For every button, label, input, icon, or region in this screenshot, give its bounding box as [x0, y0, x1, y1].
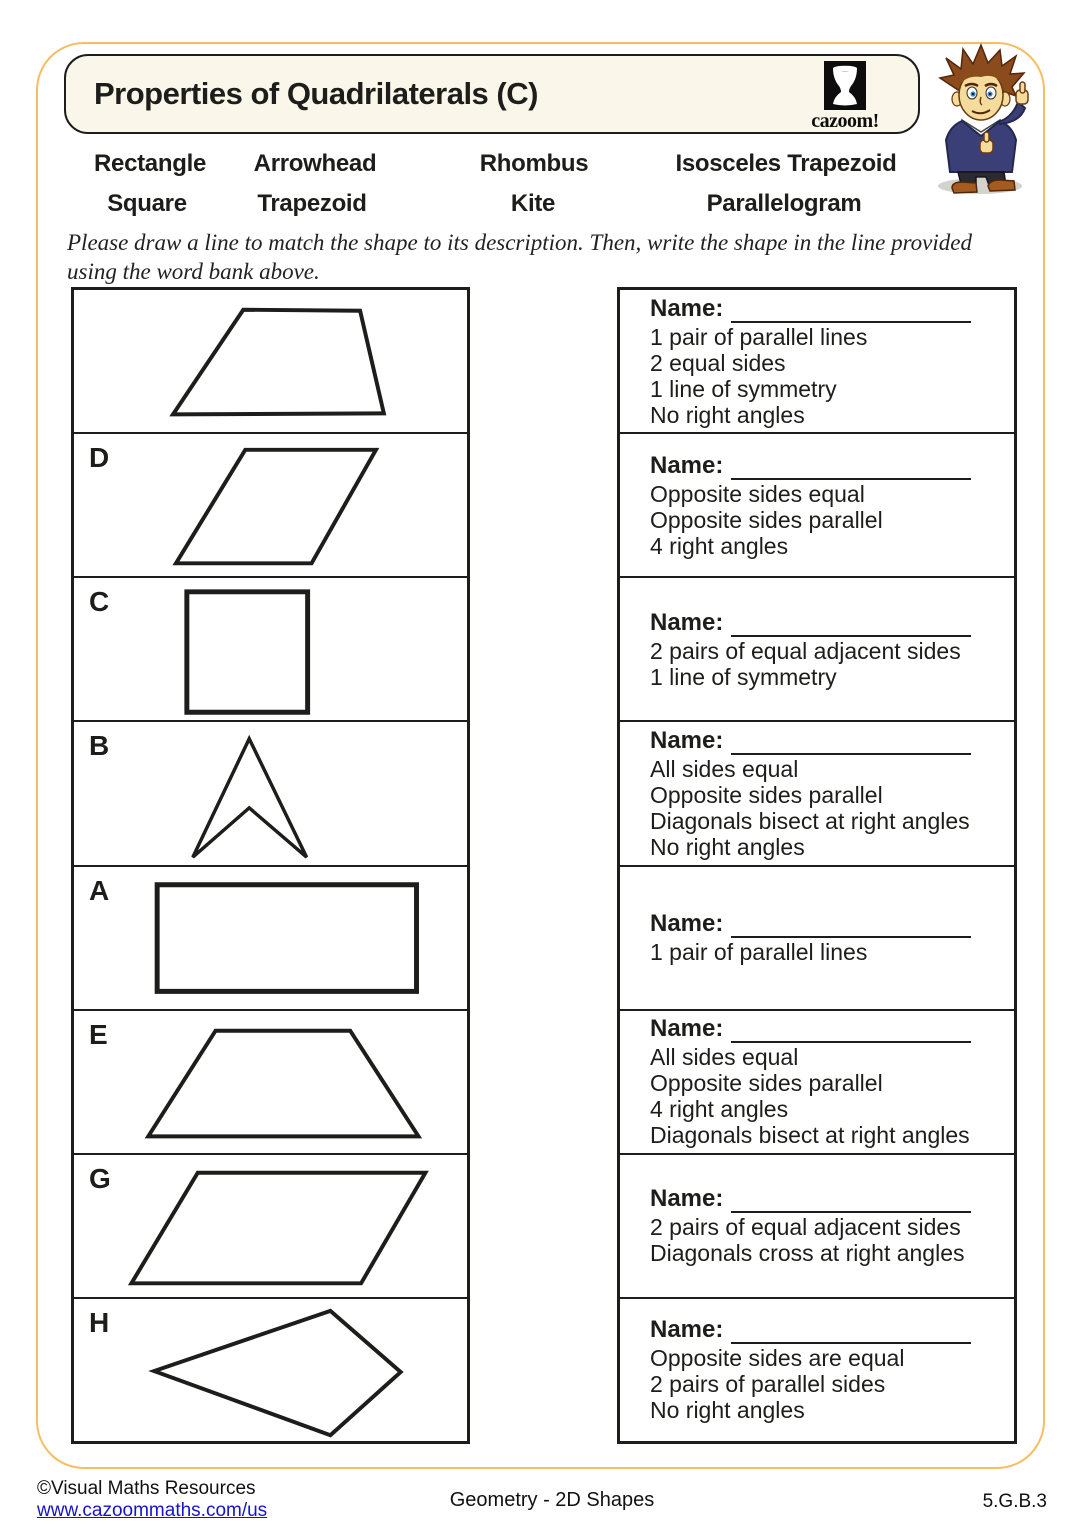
word-bank-square: Square	[107, 190, 187, 217]
property-line: All sides equal	[650, 1044, 799, 1071]
footer-website-link[interactable]: www.cazoommaths.com/us	[37, 1500, 268, 1521]
description-cell	[620, 290, 1014, 432]
property-line: No right angles	[650, 833, 805, 860]
shape-letter: C	[89, 586, 110, 618]
name-field	[650, 1185, 1006, 1213]
property-line: 1 line of symmetry	[650, 375, 837, 402]
property-line: Opposite sides parallel	[650, 506, 883, 533]
cazoom-logo-text: cazoom!	[811, 110, 879, 132]
shape-cell-isosceles-trapezoid	[74, 1009, 467, 1153]
property-line: Diagonals bisect at right angles	[650, 1122, 970, 1149]
word-bank-kite: Kite	[510, 190, 556, 217]
name-label: Name:	[650, 294, 724, 322]
shape-cell-parallelogram-wide	[74, 1153, 467, 1297]
name-blank-line	[731, 912, 971, 938]
shape-letter: E	[89, 1018, 108, 1050]
property-line: 1 line of symmetry	[650, 663, 837, 690]
name-blank-line	[731, 1017, 971, 1043]
property-line: Opposite sides are equal	[650, 1345, 905, 1372]
property-line: Opposite sides parallel	[650, 781, 883, 808]
shape-letter: D	[89, 442, 110, 474]
word-bank-parallelogram: Parallelogram	[706, 190, 862, 217]
descriptions-table	[617, 287, 1017, 1444]
word-bank-rectangle: Rectangle	[93, 150, 207, 177]
property-line: Opposite sides parallel	[650, 1070, 883, 1097]
name-blank-line	[731, 611, 971, 637]
word-bank-arrowhead: Arrowhead	[253, 150, 377, 177]
footer-copyright: ©Visual Maths Resources	[37, 1478, 256, 1499]
property-line: 4 right angles	[650, 1096, 789, 1123]
description-cell	[620, 432, 1014, 576]
mascot-character	[926, 42, 1042, 196]
property-line: 2 pairs of equal adjacent sides	[650, 1214, 961, 1241]
name-label: Name:	[650, 910, 724, 938]
property-line: 2 equal sides	[650, 349, 786, 376]
description-cell	[620, 865, 1014, 1009]
name-field	[650, 910, 1006, 938]
shape-cell-kite	[74, 1297, 467, 1441]
shape-letter: G	[89, 1162, 111, 1194]
arrowhead-shape	[74, 722, 467, 864]
instructions-text: Please draw a line to match the shape to its description. Then, write the shape in the line provided using the word bank above.	[67, 230, 972, 285]
property-line: Opposite sides equal	[650, 480, 865, 507]
parallelogram-shape	[74, 434, 467, 576]
property-line: Diagonals bisect at right angles	[650, 807, 970, 834]
word-bank-trapezoid: Trapezoid	[257, 190, 367, 217]
shape-cell-rectangle	[74, 865, 467, 1009]
name-field	[650, 727, 1006, 755]
name-label: Name:	[650, 1185, 724, 1213]
description-cell	[620, 576, 1014, 720]
property-line: Diagonals cross at right angles	[650, 1240, 965, 1267]
name-field	[650, 295, 1006, 323]
kite-shape	[74, 1299, 467, 1441]
rectangle-shape	[74, 867, 467, 1009]
cazoom-goblet-icon	[824, 61, 866, 110]
trapezoid-shape	[74, 290, 467, 432]
title-box	[64, 54, 920, 134]
shape-cell-parallelogram	[74, 432, 467, 576]
shape-letter: H	[89, 1306, 110, 1338]
shapes-table	[71, 287, 470, 1444]
shape-cell-arrowhead	[74, 720, 467, 864]
property-line: 2 pairs of equal adjacent sides	[650, 637, 961, 664]
name-label: Name:	[650, 1316, 724, 1344]
footer-topic: Geometry - 2D Shapes	[449, 1489, 655, 1511]
page-title: Properties of Quadrilaterals (C)	[94, 76, 538, 111]
name-label: Name:	[650, 451, 724, 479]
name-label: Name:	[650, 608, 724, 636]
shape-letter: B	[89, 730, 110, 762]
parallelogram-wide-shape	[74, 1155, 467, 1297]
cazoom-logo	[802, 61, 888, 133]
property-line: No right angles	[650, 401, 805, 428]
description-cell	[620, 1297, 1014, 1441]
description-cell	[620, 1153, 1014, 1297]
word-bank-rhombus: Rhombus	[479, 150, 589, 177]
shape-cell-square	[74, 576, 467, 720]
description-cell	[620, 1009, 1014, 1153]
name-blank-line	[731, 297, 971, 323]
shape-letter: A	[89, 874, 110, 906]
name-field	[650, 609, 1006, 637]
description-cell	[620, 720, 1014, 864]
name-blank-line	[731, 729, 971, 755]
property-line: No right angles	[650, 1397, 805, 1424]
footer-standard-code: 5.G.B.3	[982, 1491, 1047, 1512]
name-blank-line	[731, 454, 971, 480]
name-field	[650, 452, 1006, 480]
property-line: 1 pair of parallel lines	[650, 323, 868, 350]
isosceles-trapezoid-shape	[74, 1011, 467, 1153]
name-blank-line	[731, 1187, 971, 1213]
property-line: All sides equal	[650, 755, 799, 782]
property-line: 4 right angles	[650, 532, 789, 559]
word-bank-isosceles-trapezoid: Isosceles Trapezoid	[675, 150, 897, 177]
name-label: Name:	[650, 726, 724, 754]
property-line: 2 pairs of parallel sides	[650, 1371, 886, 1398]
name-blank-line	[731, 1318, 971, 1344]
property-line: 1 pair of parallel lines	[650, 939, 868, 966]
square-shape	[74, 578, 467, 720]
name-field	[650, 1015, 1006, 1043]
name-field	[650, 1316, 1006, 1344]
shape-cell-trapezoid	[74, 290, 467, 432]
name-label: Name:	[650, 1015, 724, 1043]
